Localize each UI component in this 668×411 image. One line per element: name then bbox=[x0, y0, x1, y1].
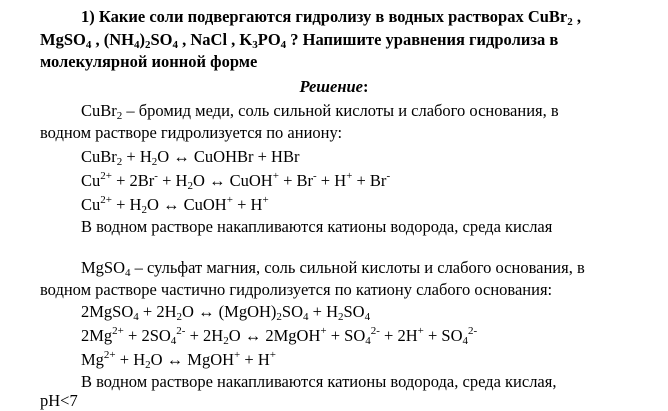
cubr2-intro-line-2: водном растворе гидролизуется по аниону: bbox=[40, 123, 343, 142]
cubr2-conclusion: В водном растворе накапливаются катионы водорода, среда кислая bbox=[81, 217, 553, 236]
mgso4-intro: MgSO$_4$ – сульфат магния, соль сильной кислоты и слабого основания, в bbox=[81, 258, 585, 279]
cubr2-molecular-equation: CuBr$_2$ + $H_2O$ ↔ CuOHBr + HBr bbox=[81, 147, 300, 168]
task-line-2: MgSO$_4$ , $(NH_4)_2SO_4$ , NaCl , $K_3PO_4$ ? Напишите уравнения гидролиза в bbox=[40, 30, 559, 51]
mgso4-short-ionic-equation: $Mg^{2+} + H_2O$ ↔ MgOH+ + H+ bbox=[81, 349, 276, 371]
mgso4-intro-line-2: водном растворе частично гидролизуется по катиону слабого основания: bbox=[40, 280, 553, 299]
cubr2-full-ionic-equation: $Cu^{2+} + 2Br^- + H_2O$ ↔ CuOH+ + Br- + H+ + Br- bbox=[81, 170, 391, 192]
mgso4-full-ionic-equation: $2Mg^{2+} + 2SO_4^{2-} + 2H_2O$ ↔ 2MgOH+ + $SO_4^{2-} + 2H^+ + SO_4^{2-}$ bbox=[81, 325, 478, 347]
cubr2-intro: CuBr$_2$ – бромид меди, соль сильной кислоты и слабого основания, в bbox=[81, 101, 559, 122]
mgso4-conclusion-line-2: pH<7 bbox=[40, 391, 78, 410]
cubr2-short-ionic-equation: $Cu^{2+} + H_2O$ ↔ CuOH+ + H+ bbox=[81, 194, 269, 216]
mgso4-molecular-equation: 2MgSO$_4$ + $2H_2O$ ↔ $(MgOH)_2SO_4 + H_2SO_4$ bbox=[81, 302, 371, 323]
mgso4-conclusion: В водном растворе накапливаются катионы водорода, среда кислая, bbox=[81, 372, 557, 391]
solution-heading: Решение: bbox=[299, 77, 369, 96]
task-line-3: молекулярной ионной форме bbox=[40, 52, 258, 71]
task-line-1: 1) Какие соли подвергаются гидролизу в водных растворах CuBr$_2$ , bbox=[81, 7, 582, 28]
